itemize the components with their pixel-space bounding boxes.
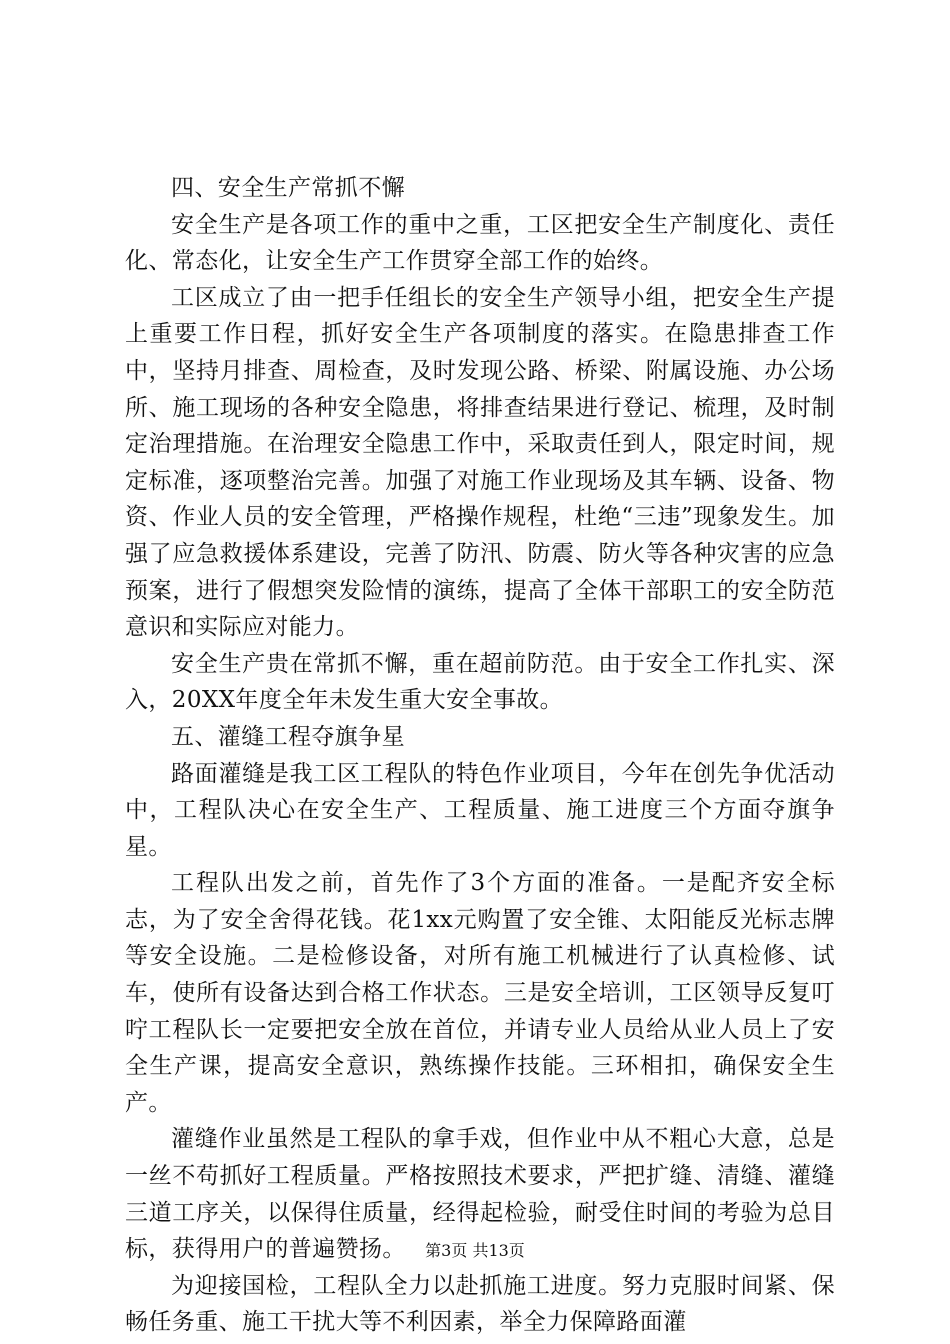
section-heading-4: 四、安全生产常抓不懈 [171, 175, 405, 201]
body-paragraph: 为迎接国检，工程队全力以赴抓施工进度。努力克服时间紧、保畅任务重、施工干扰大等不利因素，举全力保障路面灌 [125, 1272, 835, 1336]
page-number-footer: 第3页 共13页 [425, 1241, 525, 1260]
body-paragraph: 路面灌缝是我工区工程队的特色作业项目，今年在创先争优活动中，工程队决心在安全生产、工程质量、施工进度三个方面夺旗争星。 [125, 760, 835, 860]
body-paragraph: 安全生产是各项工作的重中之重，工区把安全生产制度化、责任化、常态化，让安全生产工作贯穿全部工作的始终。 [125, 211, 835, 275]
body-paragraph: 工程队出发之前，首先作了3个方面的准备。一是配齐安全标志，为了安全舍得花钱。花1xx元购置了安全锥、太阳能反光标志牌等安全设施。二是检修设备，对所有施工机械进行了认真检修、试车，使所有设备达到合格工作状态。三是安全培训，工区领导反复叮咛工程队长一定要把安全放在首位，并请专业人员给从业人员上了安全生产课，提高安全意识，熟练操作技能。三环相扣，确保安全生产。 [125, 870, 835, 1116]
section-heading-5: 五、灌缝工程夺旗争星 [171, 723, 405, 750]
body-paragraph: 灌缝作业虽然是工程队的拿手戏，但作业中从不粗心大意，总是一丝不苟抓好工程质量。严格按照技术要求，严把扩缝、清缝、灌缝三道工序关，以保得住质量，经得起检验，耐受住时间的考验为总目标，获得用户的普遍赞扬。 [125, 1126, 835, 1263]
body-paragraph: 工区成立了由一把手任组长的安全生产领导小组，把安全生产提上重要工作日程，抓好安全生产各项制度的落实。在隐患排查工作中，坚持月排查、周检查，及时发现公路、桥梁、附属设施、办公场所、施工现场的各种安全隐患，将排查结果进行登记、梳理，及时制定治理措施。在治理安全隐患工作中，采取责任到人，限定时间，规定标准，逐项整治完善。加强了对施工作业现场及其车辆、设备、物资、作业人员的安全管理，严格操作规程，杜绝“三违”现象发生。加强了应急救援体系建设，完善了防汛、防震、防火等各种灾害的应急预案，进行了假想突发险情的演练，提高了全体干部职工的安全防范意识和实际应对能力。 [125, 284, 835, 641]
body-paragraph: 安全生产贵在常抓不懈，重在超前防范。由于安全工作扎实、深入，20XX年度全年未发生重大安全事故。 [125, 650, 835, 714]
document-body [125, 170, 835, 1341]
